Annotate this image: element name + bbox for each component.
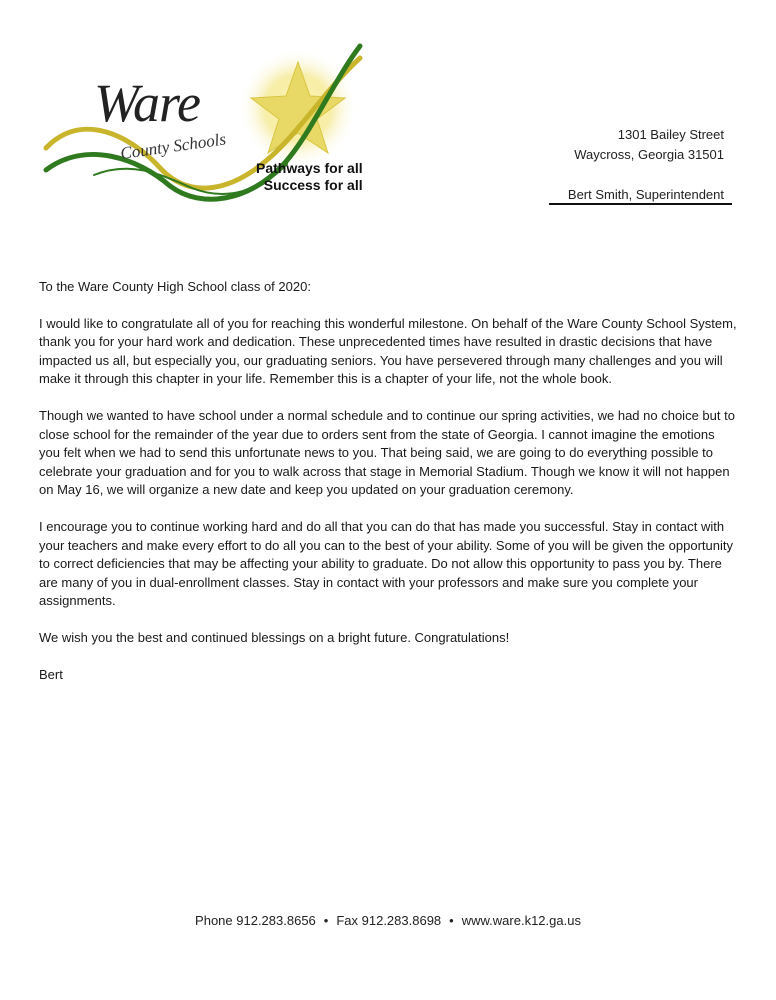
address-street: 1301 Bailey Street [617, 127, 724, 142]
letter-body [39, 278, 739, 702]
letterhead-rule [549, 203, 732, 205]
letter-paragraph-2: Though we wanted to have school under a normal schedule and to continue our spring activities, we had no choice but to close school for the remainder of the year due to orders sent from the state of Georgia. I cannot imagine the emotions you felt when we had to send this unfortunate news to you. That being said, we are going to do everything possible to celebrate your graduation and for you to walk across that stage in Memorial Stadium. Though we know it will not happen on May 16, we will organize a new date and keep you updated on your graduation ceremony. [39, 407, 735, 498]
letter-paragraph-4: We wish you the best and continued blessings on a bright future. Congratulations! [39, 629, 510, 645]
superintendent-name: Bert Smith, Superintendent [567, 187, 724, 202]
footer-separator: • [323, 913, 329, 928]
letter-footer [0, 913, 776, 928]
logo-word-ware: Ware [94, 73, 201, 133]
address-city: Waycross, Georgia 31501 [574, 147, 724, 162]
footer-separator: • [449, 913, 454, 928]
tagline-success: Success for all [263, 177, 363, 193]
ware-county-schools-logo [42, 40, 364, 206]
letter-paragraph-3: I encourage you to continue working hard and do all that you can do that has made you successful. Stay in contact with your teachers and make every effort to do all you can to the best of your ability. Some of you will be given the opportunity to correct deficiencies that may be affecting your ability to graduate. Do not allow this opportunity to pass you by. There are many of you in dual-enrollment classes. Stay in contact with your professors and make sure you complete your assignments. [39, 518, 733, 609]
footer-website: www.ware.k12.ga.us [461, 913, 581, 928]
logo-tagline [256, 160, 363, 194]
address-spacer [568, 165, 724, 185]
letter-salutation: To the Ware County High School class of 2020: [39, 279, 311, 294]
letter-paragraph-1: I would like to congratulate all of you for reaching this wonderful milestone. On behalf of the Ware County School System, thank you for your hard work and dedication. These unprecedented times have resulted in drastic decisions that have impacted us all, but especially you, our graduating seniors. You have persevered through many challenges and you will make it through this chapter in your life. Remember this is a chapter of your life, not the whole book. [39, 315, 737, 387]
letter-signature: Bert [39, 666, 63, 682]
letterhead-address [568, 125, 724, 205]
tagline-pathways: Pathways for all [256, 160, 363, 176]
logo-county-schools: County Schools [119, 129, 228, 164]
footer-phone: Phone 912.283.8656 [195, 913, 316, 928]
footer-fax: Fax 912.283.8698 [336, 913, 442, 928]
